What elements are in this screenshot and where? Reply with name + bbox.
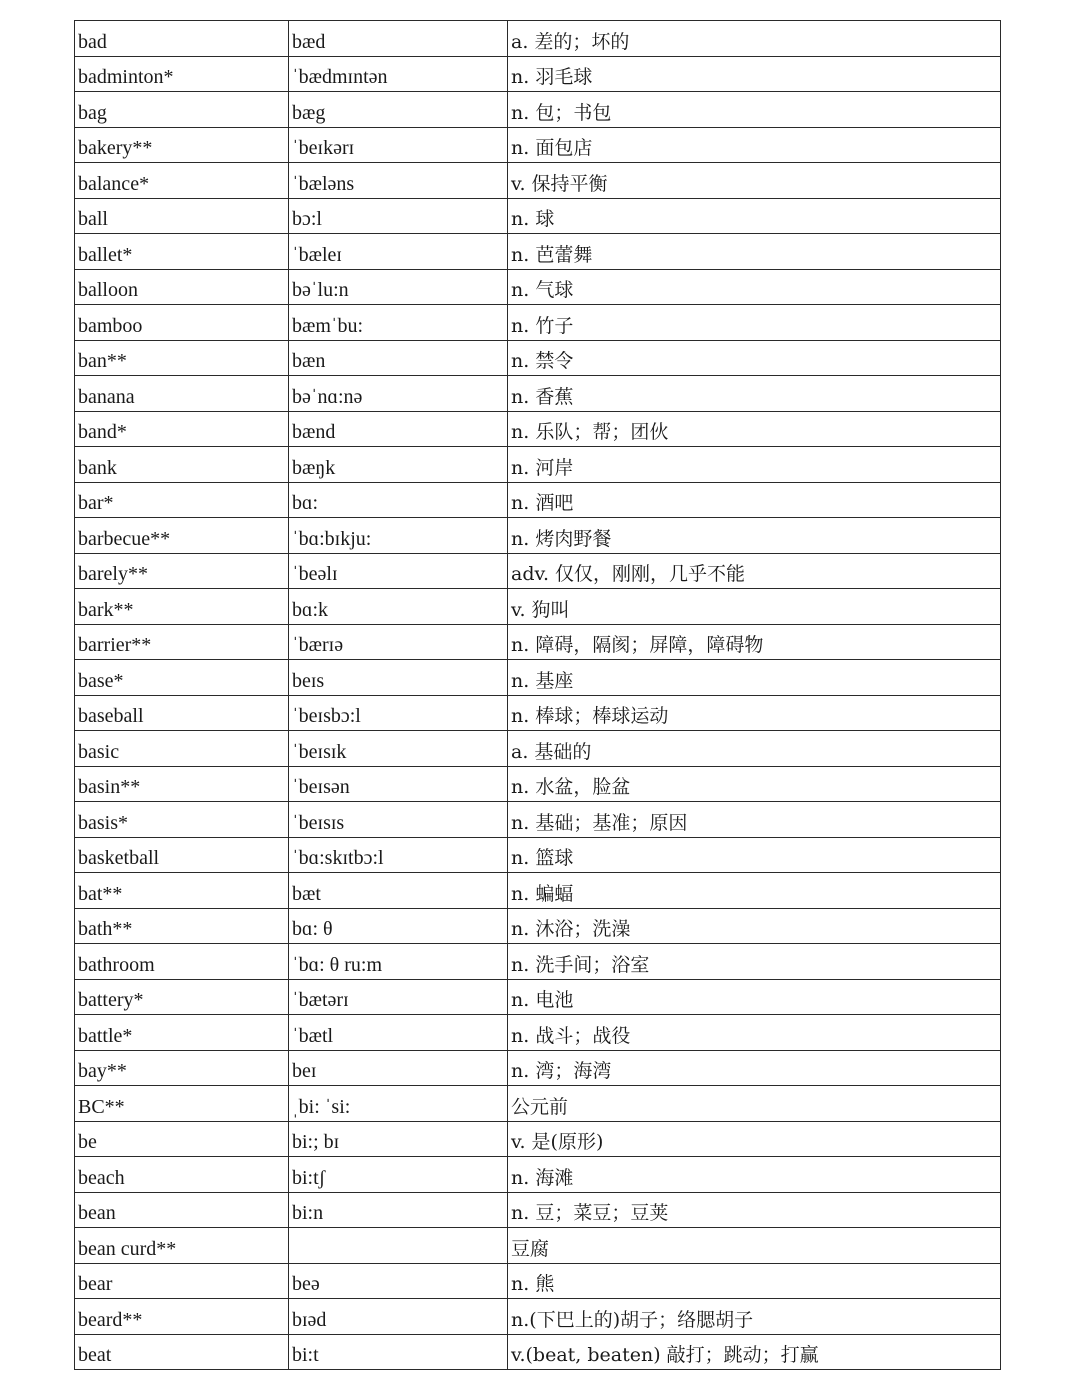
definition-cell: n. 海滩 (508, 1157, 1001, 1193)
phonetic-cell: ˈbærɪə (289, 624, 508, 660)
word-cell: BC** (75, 1086, 289, 1122)
definition-cell: a. 基础的 (508, 731, 1001, 767)
table-row (75, 411, 1001, 447)
word-cell: balloon (75, 269, 289, 305)
word-cell: barely** (75, 553, 289, 589)
word-cell: bark** (75, 589, 289, 625)
phonetic-cell: ˈbɑ: θ ru:m (289, 944, 508, 980)
word-cell: ballet* (75, 234, 289, 270)
phonetic-cell: bɑ: θ (289, 908, 508, 944)
word-cell: baseball (75, 695, 289, 731)
table-row (75, 92, 1001, 128)
definition-cell: n. 豆；菜豆；豆荚 (508, 1192, 1001, 1228)
definition-cell: n. 香蕉 (508, 376, 1001, 412)
word-cell: ball (75, 198, 289, 234)
phonetic-cell: bæd (289, 21, 508, 57)
phonetic-cell: ˈbæləns (289, 163, 508, 199)
definition-cell: n. 战斗；战役 (508, 1015, 1001, 1051)
definition-cell: n. 蝙蝠 (508, 873, 1001, 909)
table-row (75, 944, 1001, 980)
definition-cell: n. 基座 (508, 660, 1001, 696)
definition-cell: n. 棒球；棒球运动 (508, 695, 1001, 731)
phonetic-cell: ˈbæleɪ (289, 234, 508, 270)
phonetic-cell: beɪ (289, 1050, 508, 1086)
word-cell: bakery** (75, 127, 289, 163)
table-row (75, 766, 1001, 802)
definition-cell: n. 沐浴；洗澡 (508, 908, 1001, 944)
table-row (75, 234, 1001, 270)
definition-cell: 公元前 (508, 1086, 1001, 1122)
table-row (75, 731, 1001, 767)
word-cell: bag (75, 92, 289, 128)
word-cell: basin** (75, 766, 289, 802)
word-cell: beard** (75, 1299, 289, 1335)
word-cell: bat** (75, 873, 289, 909)
phonetic-cell: bæŋk (289, 447, 508, 483)
word-cell: bear (75, 1263, 289, 1299)
word-cell: basis* (75, 802, 289, 838)
table-row (75, 198, 1001, 234)
definition-cell: n. 球 (508, 198, 1001, 234)
phonetic-cell: bi:; bɪ (289, 1121, 508, 1157)
phonetic-cell: ˈbeɪsbɔ:l (289, 695, 508, 731)
word-cell: bay** (75, 1050, 289, 1086)
word-cell: band* (75, 411, 289, 447)
definition-cell: n. 酒吧 (508, 482, 1001, 518)
table-row (75, 127, 1001, 163)
table-row (75, 1121, 1001, 1157)
table-row (75, 873, 1001, 909)
definition-cell: n. 乐队；帮；团伙 (508, 411, 1001, 447)
word-cell: bathroom (75, 944, 289, 980)
definition-cell: v.(beat, beaten) 敲打；跳动；打赢 (508, 1334, 1001, 1370)
word-cell: bean (75, 1192, 289, 1228)
phonetic-cell: ˈbætərɪ (289, 979, 508, 1015)
definition-cell: n. 水盆，脸盆 (508, 766, 1001, 802)
phonetic-cell: bæmˈbu: (289, 305, 508, 341)
definition-cell: n. 熊 (508, 1263, 1001, 1299)
phonetic-cell: bɔ:l (289, 198, 508, 234)
table-row (75, 340, 1001, 376)
table-row (75, 1050, 1001, 1086)
definition-cell: n. 禁令 (508, 340, 1001, 376)
word-cell: bar* (75, 482, 289, 518)
phonetic-cell: ˈbætl (289, 1015, 508, 1051)
phonetic-cell: bɑ: (289, 482, 508, 518)
table-row (75, 802, 1001, 838)
definition-cell: n. 基础；基准；原因 (508, 802, 1001, 838)
phonetic-cell: bi:n (289, 1192, 508, 1228)
definition-cell: n. 障碍，隔阂；屏障，障碍物 (508, 624, 1001, 660)
phonetic-cell: bi:t (289, 1334, 508, 1370)
phonetic-cell: bænd (289, 411, 508, 447)
word-cell: bank (75, 447, 289, 483)
word-cell: bad (75, 21, 289, 57)
table-row (75, 624, 1001, 660)
phonetic-cell: beɪs (289, 660, 508, 696)
word-cell: basic (75, 731, 289, 767)
table-row (75, 1157, 1001, 1193)
word-cell: base* (75, 660, 289, 696)
word-cell: beat (75, 1334, 289, 1370)
vocabulary-table-body (75, 21, 1001, 1370)
table-row (75, 589, 1001, 625)
table-row (75, 1334, 1001, 1370)
phonetic-cell: bəˈlu:n (289, 269, 508, 305)
table-row (75, 56, 1001, 92)
table-row (75, 1299, 1001, 1335)
table-row (75, 1086, 1001, 1122)
definition-cell: v. 狗叫 (508, 589, 1001, 625)
phonetic-cell: ˈbeɪsɪs (289, 802, 508, 838)
phonetic-cell: beə (289, 1263, 508, 1299)
definition-cell: n. 湾；海湾 (508, 1050, 1001, 1086)
word-cell: badminton* (75, 56, 289, 92)
definition-cell: n. 面包店 (508, 127, 1001, 163)
word-cell: bamboo (75, 305, 289, 341)
phonetic-cell: ˈbɑ:skɪtbɔ:l (289, 837, 508, 873)
definition-cell: n. 包；书包 (508, 92, 1001, 128)
phonetic-cell: ˈbeɪsɪk (289, 731, 508, 767)
definition-cell: 豆腐 (508, 1228, 1001, 1264)
table-row (75, 1263, 1001, 1299)
table-row (75, 553, 1001, 589)
word-cell: barrier** (75, 624, 289, 660)
definition-cell: adv. 仅仅，刚刚，几乎不能 (508, 553, 1001, 589)
definition-cell: n. 洗手间；浴室 (508, 944, 1001, 980)
word-cell: barbecue** (75, 518, 289, 554)
table-row (75, 518, 1001, 554)
phonetic-cell: ˈbeɪsən (289, 766, 508, 802)
table-row (75, 1192, 1001, 1228)
phonetic-cell: bəˈnɑ:nə (289, 376, 508, 412)
definition-cell: v. 保持平衡 (508, 163, 1001, 199)
word-cell: battle* (75, 1015, 289, 1051)
word-cell: battery* (75, 979, 289, 1015)
table-row (75, 695, 1001, 731)
word-cell: ban** (75, 340, 289, 376)
word-cell: basketball (75, 837, 289, 873)
definition-cell: n. 烤肉野餐 (508, 518, 1001, 554)
definition-cell: a. 差的；坏的 (508, 21, 1001, 57)
phonetic-cell: ˈbeəlɪ (289, 553, 508, 589)
phonetic-cell: ˈbeɪkərɪ (289, 127, 508, 163)
table-row (75, 1015, 1001, 1051)
definition-cell: n. 电池 (508, 979, 1001, 1015)
definition-cell: v. 是(原形) (508, 1121, 1001, 1157)
phonetic-cell: bæt (289, 873, 508, 909)
table-row (75, 660, 1001, 696)
phonetic-cell: bɑ:k (289, 589, 508, 625)
phonetic-cell: ˌbi: ˈsi: (289, 1086, 508, 1122)
definition-cell: n. 芭蕾舞 (508, 234, 1001, 270)
phonetic-cell: bæg (289, 92, 508, 128)
vocabulary-table (74, 20, 1001, 1370)
phonetic-cell: ˈbɑ:bɪkju: (289, 518, 508, 554)
definition-cell: n. 气球 (508, 269, 1001, 305)
table-row (75, 163, 1001, 199)
word-cell: beach (75, 1157, 289, 1193)
word-cell: bath** (75, 908, 289, 944)
table-row (75, 305, 1001, 341)
definition-cell: n. 竹子 (508, 305, 1001, 341)
word-cell: banana (75, 376, 289, 412)
table-row (75, 979, 1001, 1015)
table-row (75, 447, 1001, 483)
table-row (75, 21, 1001, 57)
word-cell: bean curd** (75, 1228, 289, 1264)
phonetic-cell: ˈbædmɪntən (289, 56, 508, 92)
phonetic-cell: bæn (289, 340, 508, 376)
table-row (75, 269, 1001, 305)
table-row (75, 482, 1001, 518)
phonetic-cell (289, 1228, 508, 1264)
word-cell: be (75, 1121, 289, 1157)
definition-cell: n.(下巴上的)胡子；络腮胡子 (508, 1299, 1001, 1335)
phonetic-cell: bi:tʃ (289, 1157, 508, 1193)
table-row (75, 908, 1001, 944)
definition-cell: n. 篮球 (508, 837, 1001, 873)
table-row (75, 1228, 1001, 1264)
word-cell: balance* (75, 163, 289, 199)
table-row (75, 837, 1001, 873)
definition-cell: n. 河岸 (508, 447, 1001, 483)
table-row (75, 376, 1001, 412)
phonetic-cell: bɪəd (289, 1299, 508, 1335)
definition-cell: n. 羽毛球 (508, 56, 1001, 92)
